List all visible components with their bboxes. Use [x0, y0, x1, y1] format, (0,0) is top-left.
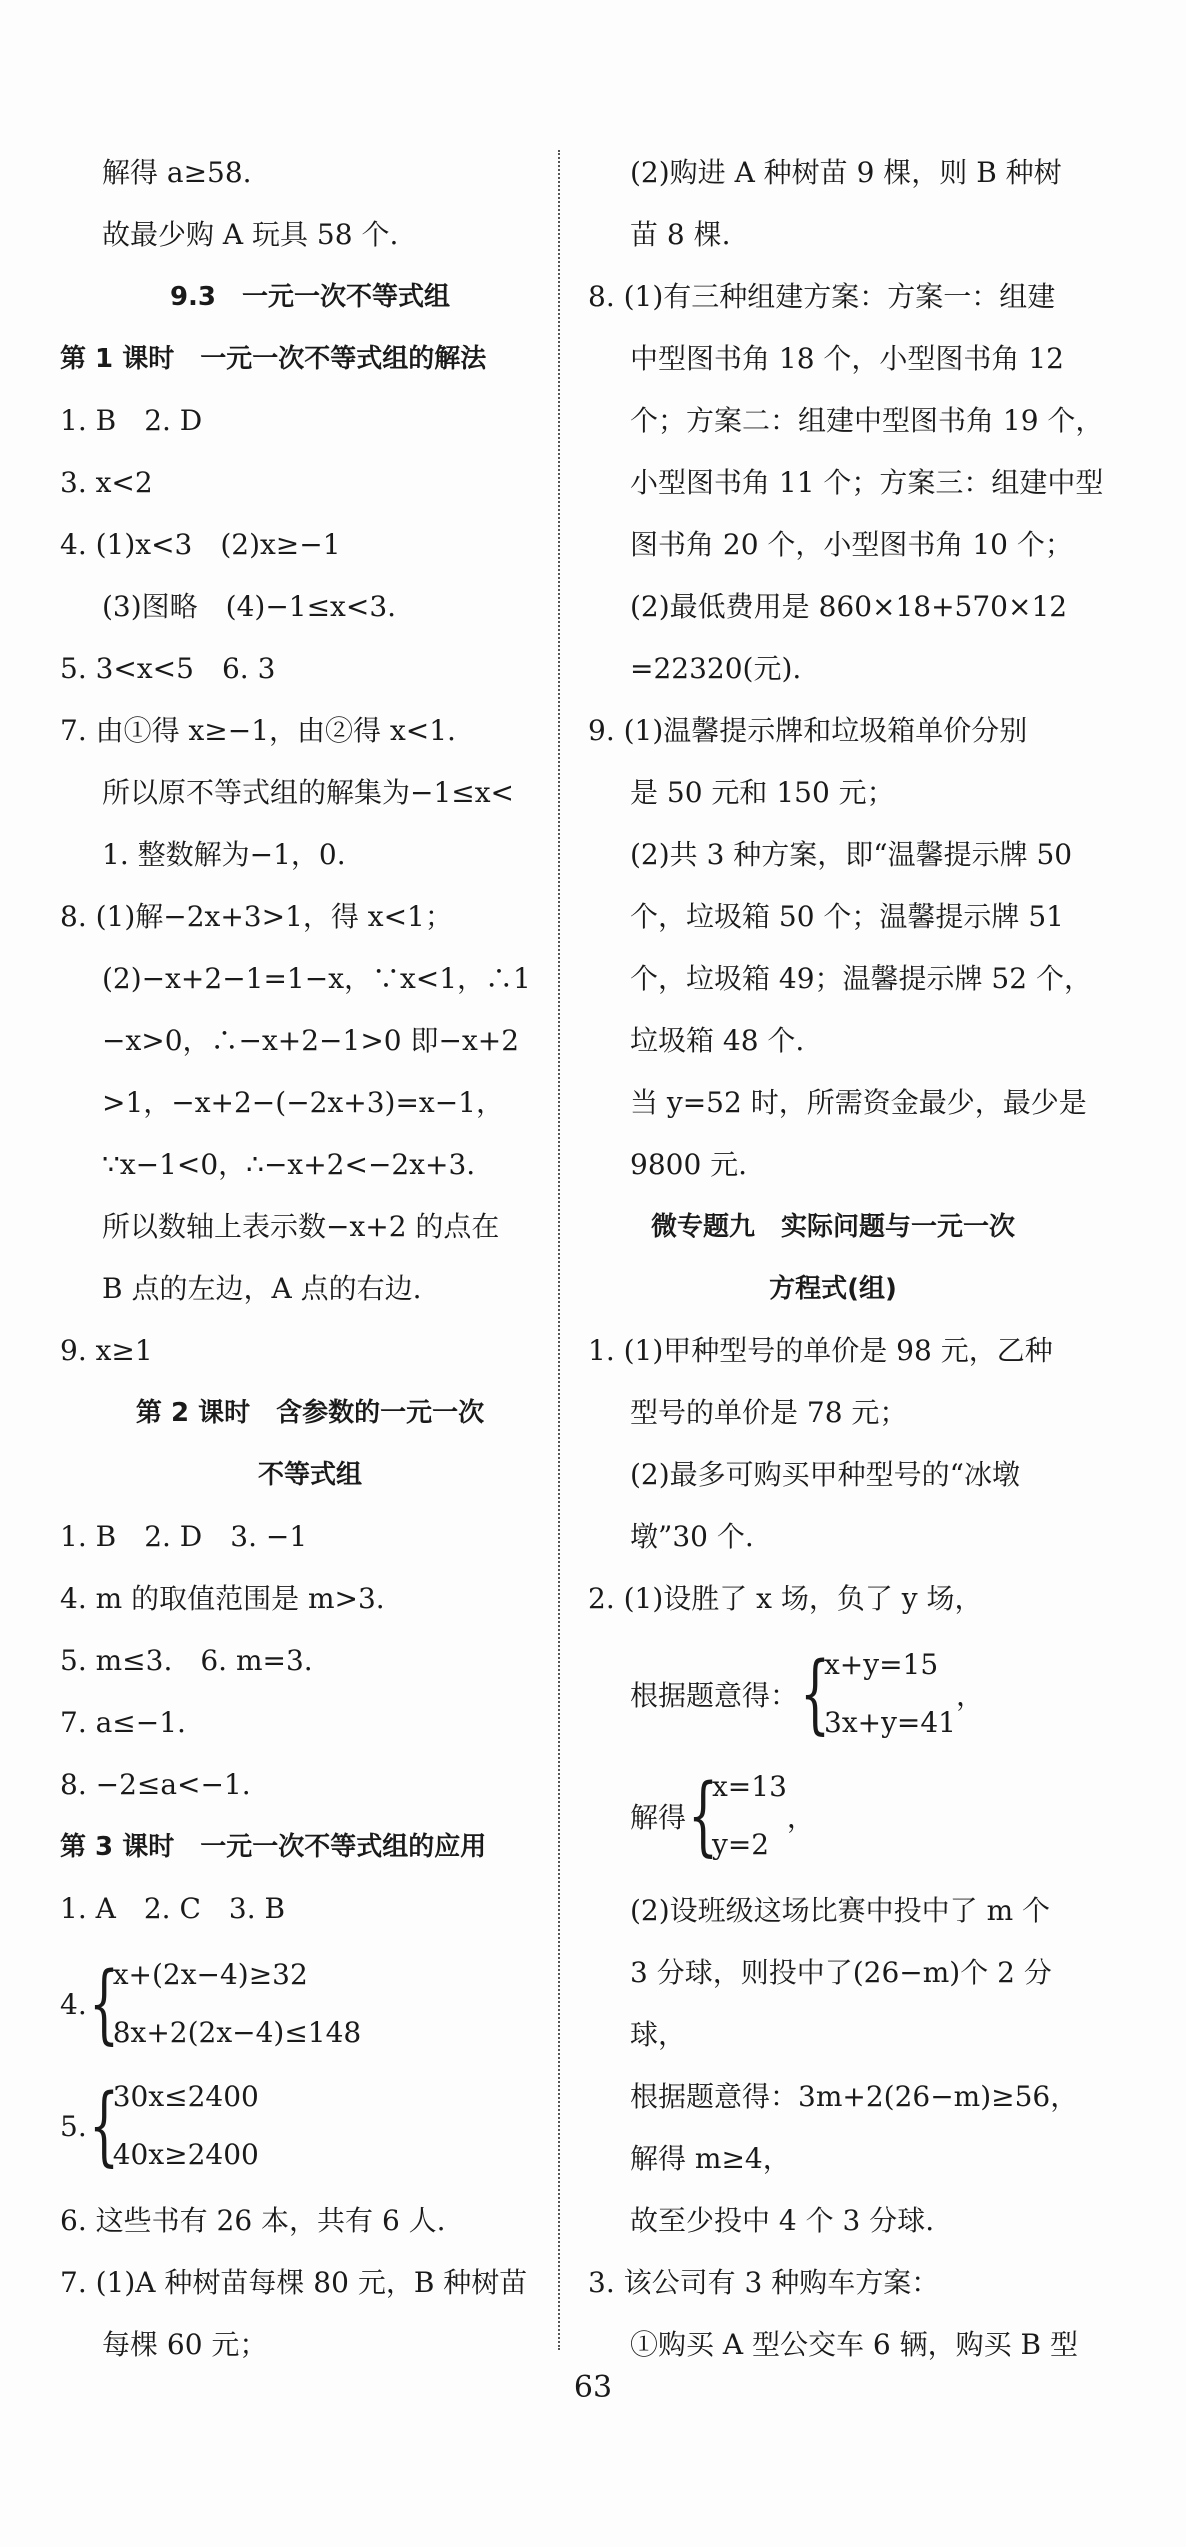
- answer-line: 4. m 的取值范围是 m>3.: [60, 1582, 385, 1615]
- system-line: x+(2x−4)≥32: [112, 1958, 308, 1991]
- answer-line: 7. a≤−1.: [60, 1706, 186, 1739]
- answer-line: 垃圾箱 48 个.: [630, 1024, 805, 1057]
- answer-line: 4. (1)x<3 (2)x≥−1: [60, 528, 341, 561]
- answer-line: 根据题意得：3m+2(26−m)≥56，: [630, 2080, 1079, 2113]
- answer-line: 所以原不等式组的解集为−1≤x<: [102, 776, 514, 809]
- system-line: y=2: [712, 1828, 770, 1861]
- system-line: x=13: [712, 1770, 787, 1803]
- answer-line: 型号的单价是 78 元；: [630, 1396, 908, 1429]
- answer-line: 6. 这些书有 26 本，共有 6 人.: [60, 2204, 446, 2237]
- system-lines: [712, 1758, 787, 1874]
- answer-line: 解得 m≥4，: [630, 2142, 791, 2175]
- system-tail: ，: [786, 1801, 815, 1834]
- system-lines: [113, 1946, 362, 2062]
- inequality-system: [60, 1946, 560, 2062]
- answer-line: 当 y=52 时，所需资金最少，最少是: [630, 1086, 1087, 1119]
- system-tail: ，: [956, 1679, 985, 1712]
- answer-line: 2. (1)设胜了 x 场，负了 y 场，: [588, 1582, 983, 1615]
- inequality-system: [60, 2068, 560, 2184]
- right-column: [588, 142, 1104, 2376]
- answer-line: >1，−x+2−(−2x+3)=x−1，: [102, 1086, 504, 1119]
- answer-line: (2)设班级这场比赛中投中了 m 个: [630, 1894, 1051, 1927]
- brace-symbol: {: [88, 2076, 119, 2176]
- answer-line: 个，垃圾箱 50 个；温馨提示牌 51: [630, 900, 1064, 933]
- answer-line: 球，: [630, 2018, 687, 2051]
- lesson-heading: 不等式组: [257, 1460, 362, 1490]
- answer-line: 每棵 60 元；: [102, 2328, 268, 2361]
- brace-symbol: {: [688, 1766, 719, 1866]
- answer-line: =22320(元).: [630, 652, 802, 685]
- system-line: 3x+y=41: [824, 1706, 956, 1739]
- answer-line: 8. (1)解−2x+3>1，得 x<1；: [60, 900, 453, 933]
- answer-line: 个，垃圾箱 49；温馨提示牌 52 个，: [630, 962, 1092, 995]
- brace-symbol: {: [88, 1954, 119, 2054]
- answer-line: 个；方案二：组建中型图书角 19 个，: [630, 404, 1104, 437]
- answer-line: (2)最低费用是 860×18+570×12: [630, 590, 1068, 623]
- system-label: 解得: [630, 1801, 687, 1834]
- system-line: 40x≥2400: [112, 2138, 259, 2171]
- answer-line: 故最少购 A 玩具 58 个.: [102, 218, 399, 251]
- answer-line: 墩”30 个.: [630, 1520, 754, 1553]
- answer-line: 8. −2≤a<−1.: [60, 1768, 251, 1801]
- answer-line: 图书角 20 个，小型图书角 10 个；: [630, 528, 1073, 561]
- lesson-heading: 第 2 课时 含参数的一元一次: [135, 1398, 485, 1428]
- left-column: [60, 142, 560, 2376]
- answer-line: 是 50 元和 150 元；: [630, 776, 895, 809]
- page-number: 63: [573, 2370, 613, 2405]
- answer-line: 苗 8 棵.: [630, 218, 731, 251]
- answer-line: ∵x−1<0，∴−x+2<−2x+3.: [102, 1148, 476, 1181]
- answer-line: ①购买 A 型公交车 6 辆，购买 B 型: [630, 2328, 1079, 2361]
- lesson-heading: 第 1 课时 一元一次不等式组的解法: [60, 344, 487, 374]
- system-label: 4.: [60, 1987, 87, 2021]
- answer-line: (2)−x+2−1=1−x，∵x<1，∴1: [102, 962, 531, 995]
- system-lines: [113, 2068, 259, 2184]
- answer-line: 1. B 2. D: [60, 404, 203, 437]
- answer-line: (2)最多可购买甲种型号的“冰墩: [630, 1458, 1020, 1491]
- system-line: 8x+2(2x−4)≤148: [112, 2016, 362, 2049]
- answer-line: 7. (1)A 种树苗每棵 80 元，B 种树苗: [60, 2266, 528, 2299]
- system-label: 根据题意得：: [630, 1679, 799, 1712]
- answer-line: 1. B 2. D 3. −1: [60, 1520, 308, 1553]
- answer-line: 9. x≥1: [60, 1334, 153, 1367]
- section-title: 9.3 一元一次不等式组: [169, 282, 451, 312]
- answer-line: 解得 a≥58.: [102, 156, 252, 189]
- system-line: 30x≤2400: [112, 2080, 259, 2113]
- answer-line: 9800 元.: [630, 1148, 748, 1181]
- answer-line: B 点的左边，A 点的右边.: [102, 1272, 422, 1305]
- answer-line: (3)图略 (4)−1≤x<3.: [102, 590, 397, 623]
- answer-line: 所以数轴上表示数−x+2 的点在: [102, 1210, 500, 1243]
- answer-line: 1. A 2. C 3. B: [60, 1892, 286, 1925]
- brace-symbol: {: [800, 1644, 831, 1744]
- solution-system: [588, 1758, 1078, 1874]
- topic-heading: 方程式(组): [769, 1274, 897, 1304]
- answer-line: −x>0，∴−x+2−1>0 即−x+2: [102, 1024, 520, 1057]
- system-line: x+y=15: [824, 1648, 939, 1681]
- answer-line: (2)购进 A 种树苗 9 棵，则 B 种树: [630, 156, 1062, 189]
- system-label: 5.: [60, 2109, 87, 2143]
- answer-line: 故至少投中 4 个 3 分球.: [630, 2204, 935, 2237]
- answer-line: 7. 由①得 x≥−1，由②得 x<1.: [60, 714, 456, 747]
- answer-line: 3 分球，则投中了(26−m)个 2 分: [630, 1956, 1052, 1989]
- answer-line: 3. x<2: [60, 466, 153, 499]
- answer-line: 3. 该公司有 3 种购车方案：: [588, 2266, 940, 2299]
- lesson-heading: 第 3 课时 一元一次不等式组的应用: [60, 1832, 487, 1862]
- system-lines: [824, 1636, 956, 1752]
- answer-line: 小型图书角 11 个；方案三：组建中型: [630, 466, 1104, 499]
- equation-system: [588, 1636, 1078, 1752]
- answer-line: 8. (1)有三种组建方案：方案一：组建: [588, 280, 1056, 313]
- answer-line: (2)共 3 种方案，即“温馨提示牌 50: [630, 838, 1073, 871]
- answer-line: 中型图书角 18 个，小型图书角 12: [630, 342, 1064, 375]
- answer-line: 1. (1)甲种型号的单价是 98 元，乙种: [588, 1334, 1053, 1367]
- answer-line: 5. m≤3. 6. m=3.: [60, 1644, 313, 1677]
- topic-heading: 微专题九 实际问题与一元一次: [650, 1212, 1015, 1242]
- answer-line: 5. 3<x<5 6. 3: [60, 652, 276, 685]
- answer-line: 1. 整数解为−1，0.: [102, 838, 346, 871]
- answer-line: 9. (1)温馨提示牌和垃圾箱单价分别: [588, 714, 1028, 747]
